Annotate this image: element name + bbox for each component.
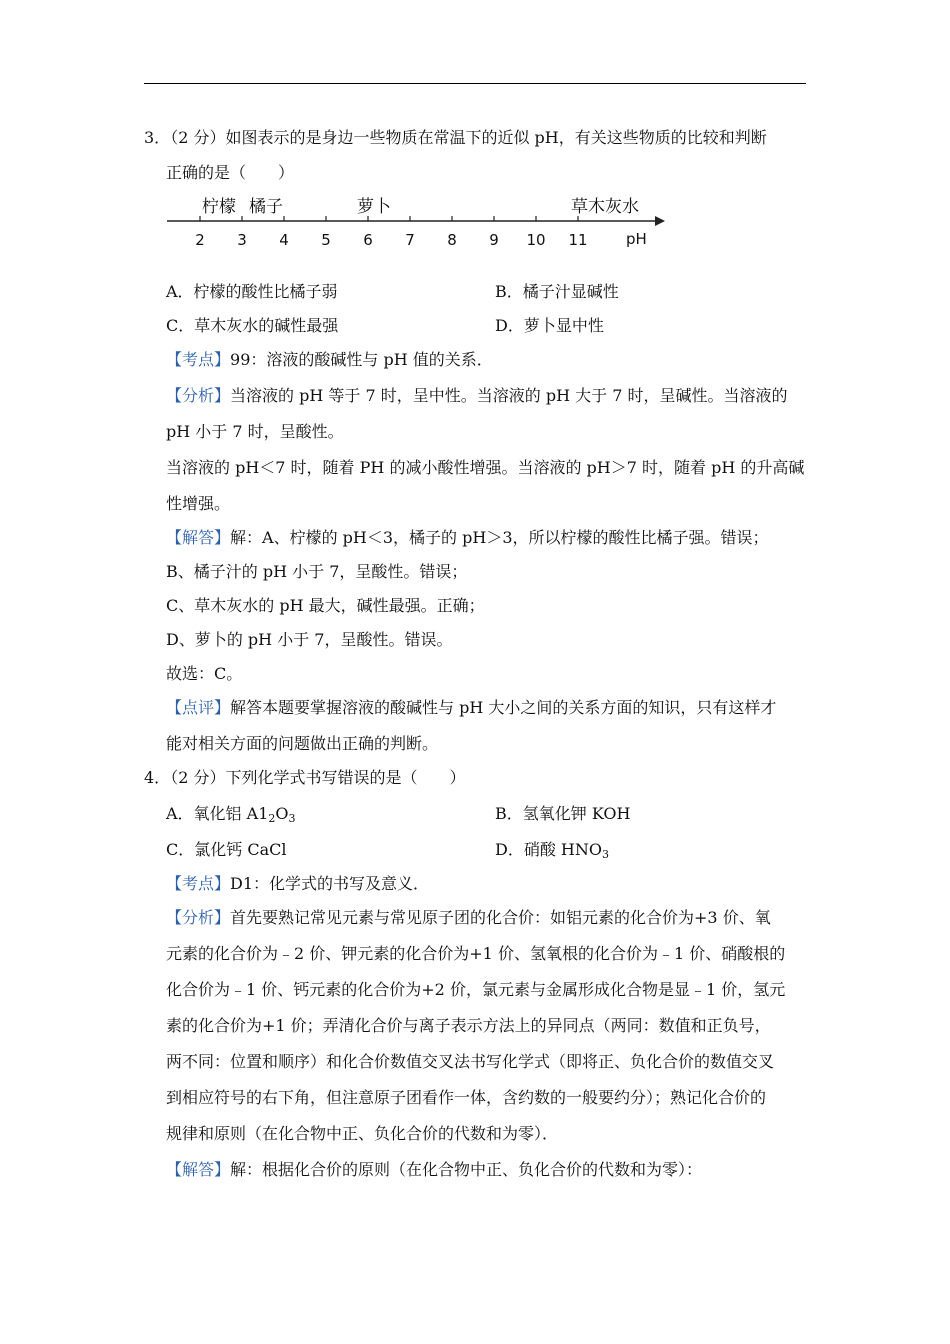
q3-jieda-line4: D、萝卜的 pH 小于 7，呈酸性。错误。 [166,630,453,649]
q4-fenxi-line5: 两不同：位置和顺序）和化合价数值交叉法书写化学式（即将正、负化合价的数值交叉 [166,1052,775,1071]
q4-jieda-line1 [166,1160,702,1180]
ph-tick-label: 5 [321,231,331,249]
q3-dianping-line1 [166,698,776,718]
q4-kaodian-tag: 【考点】 [166,874,231,893]
ph-tick-label: 8 [447,231,457,249]
q3-kaodian-tag: 【考点】 [166,350,231,369]
q4-fenxi-line4: 素的化合价为+1 价；弄清化合价与离子表示方法上的异同点（两同：数值和正负号， [166,1016,771,1035]
q4-option-d [495,840,609,860]
q4-option-b: B．氢氧化钾 KOH [495,804,631,823]
q3-dianping-line2: 能对相关方面的问题做出正确的判断。 [166,734,439,753]
q3-option-b: B．橘子汁显碱性 [495,282,619,301]
ph-axis-arrow [655,216,665,226]
q4-fenxi-line2: 元素的化合价为﹣2 价、钾元素的化合价为+1 价、氢氧根的化合价为﹣1 价、硝酸根的 [166,944,786,963]
q3-kaodian-text: 99：溶液的酸碱性与 pH 值的关系． [230,350,493,369]
q4-option-d-sub: 3 [602,848,609,861]
q3-jieda-line3: C、草木灰水的 pH 最大，碱性最强。正确； [166,596,485,615]
header-rule [144,83,806,84]
q3-jieda-line1 [166,528,769,548]
ph-tick-label: 3 [237,231,247,249]
q4-option-a-mid: O [275,804,289,823]
q3-stem-line2: 正确的是（ ） [166,163,295,182]
q3-stem-line1 [144,128,767,148]
q4-fenxi-tag: 【分析】 [166,908,231,927]
label-orange: 橘子 [249,197,283,217]
q4-fenxi-line1 [166,908,771,928]
q4-fenxi-line3: 化合价为﹣1 价、钙元素的化合价为+2 价，氯元素与金属形成化合物是显﹣1 价，氢元 [166,980,786,999]
ph-tick-label: 4 [279,231,289,249]
q3-fenxi-line1 [166,386,787,406]
label-ash-water: 草木灰水 [571,197,639,217]
q4-jieda-tag: 【解答】 [166,1160,231,1179]
ph-tick-label: 2 [195,231,205,249]
ph-tick-label: 6 [363,231,373,249]
ph-tick-label: 9 [489,231,499,249]
q4-fenxi-line6: 到相应符号的右下角，但注意原子团看作一体，含约数的一般要约分）；熟记化合价的 [166,1088,767,1107]
q4-kaodian [166,874,429,894]
q4-number: 4． [144,768,171,787]
ph-tick-label: 11 [568,231,588,249]
q3-fenxi-line3: 当溶液的 pH＜7 时，随着 PH 的减小酸性增强。当溶液的 pH＞7 时，随着 pH 的升高碱 [166,458,805,477]
ph-axis-unit: pH [626,230,647,248]
q4-option-a-sub1: 2 [268,812,276,825]
q3-jieda-text1: 解：A、柠檬的 pH＜3，橘子的 pH＞3，所以柠檬的酸性比橘子强。错误； [230,528,769,547]
ph-scale-figure [165,192,675,254]
q4-fenxi-text1: 首先要熟记常见元素与常见原子团的化合价：如铝元素的化合价为+3 价、氧 [230,908,771,927]
q4-option-d-prefix: D．硝酸 HNO [495,840,602,859]
q3-fenxi-line2: pH 小于 7 时，呈酸性。 [166,422,344,441]
q3-fenxi-tag: 【分析】 [166,386,231,405]
q4-fenxi-line7: 规律和原则（在化合物中正、负化合价的代数和为零）． [166,1124,559,1143]
q3-jieda-tag: 【解答】 [166,528,231,547]
q3-kaodian [166,350,493,370]
ph-tick-label: 10 [526,231,546,249]
label-radish: 萝卜 [357,197,391,217]
q3-dianping-text1: 解答本题要掌握溶液的酸碱性与 pH 大小之间的关系方面的知识，只有这样才 [230,698,777,717]
q4-stem-text: （2 分）下列化学式书写错误的是（ ） [170,768,466,787]
q4-option-a-prefix: A．氧化铝 A1 [166,804,269,823]
q3-option-c: C．草木灰水的碱性最强 [166,316,339,335]
q3-jieda-line5: 故选：C。 [166,664,243,683]
label-lemon: 柠檬 [202,197,236,217]
q4-option-a-sub2: 3 [288,812,296,825]
q4-kaodian-text: D1：化学式的书写及意义． [230,874,430,893]
q3-jieda-line2: B、橘子汁的 pH 小于 7，呈酸性。错误； [166,562,468,581]
q4-option-a [166,804,296,824]
q4-stem [144,768,465,788]
q3-option-d: D．萝卜显中性 [495,316,604,335]
ph-tick-label: 7 [405,231,415,249]
q3-dianping-tag: 【点评】 [166,698,231,717]
q3-number: 3． [144,128,171,147]
q4-option-c: C．氯化钙 CaCl [166,840,287,859]
q3-fenxi-text1: 当溶液的 pH 等于 7 时，呈中性。当溶液的 pH 大于 7 时，呈碱性。当溶液的 [230,386,788,405]
q3-option-a: A．柠檬的酸性比橘子弱 [166,282,338,301]
q3-stem-text: （2 分）如图表示的是身边一些物质在常温下的近似 pH，有关这些物质的比较和判断 [170,128,767,147]
q3-fenxi-line4: 性增强。 [166,494,231,513]
q4-jieda-text1: 解：根据化合价的原则（在化合物中正、负化合价的代数和为零）： [230,1160,703,1179]
